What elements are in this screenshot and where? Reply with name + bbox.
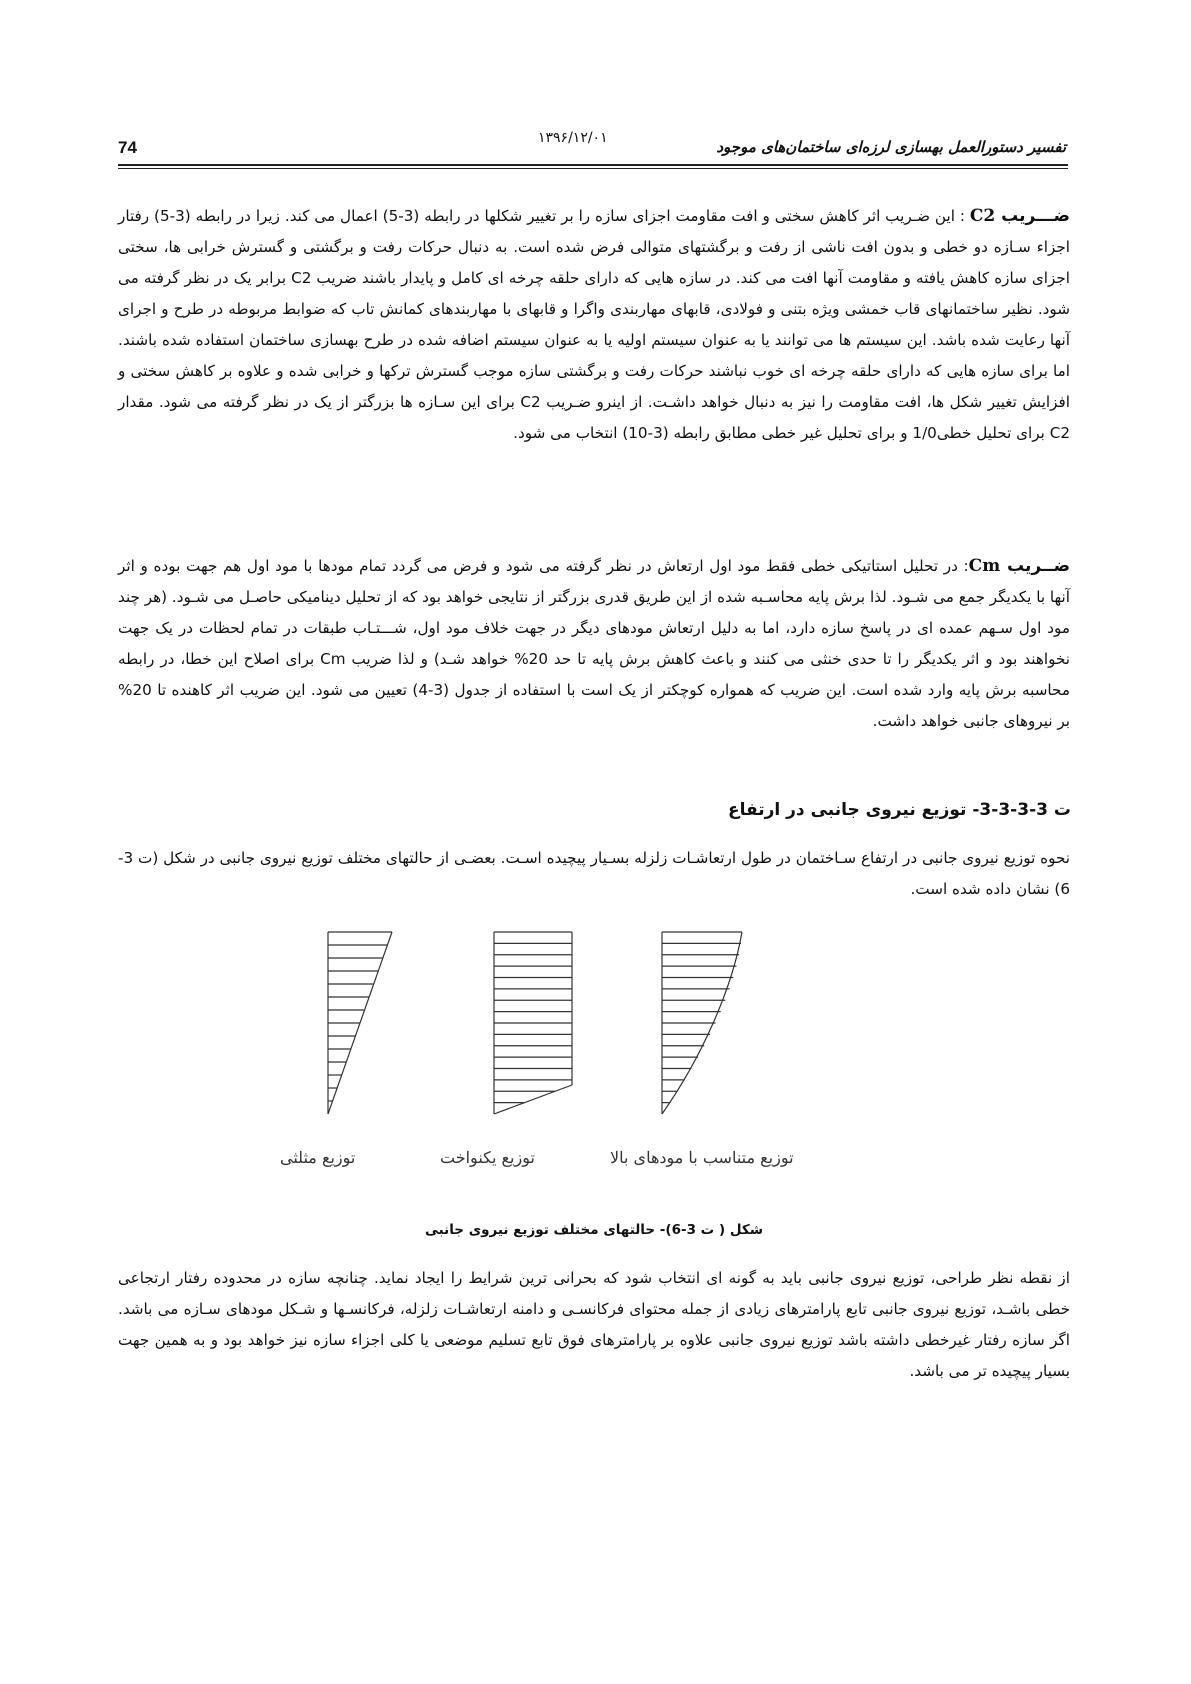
paragraph-c2 [118,201,1070,449]
paragraph-intro: نحوه توزیع نیروی جانبی در ارتفاع سـاختمان در طول ارتعاشـات زلزله بسـیار پیچیده اسـت. بعضـی از حالتهای مختلف توزیع نیروی جانبی در شکل (ت 3-6) نشان داده شده است. [118,849,1070,898]
paragraph-cm-text: : در تحلیل استاتیکی خطی فقط مود اول ارتعاش در نظر گرفته می شود و فرض می گردد تمام مودها با مود اول هم جهت بوده و اثر آنها با یکدیگر جمع می شـود. لذا برش پایه محاسـبه شده از این طریق قدری بزرگتر از نتایجی خواهد بود که از تحلیل دینامیکی حاصـل می شـود. (هر چند مود اول سـهم عمده ای در پاسخ سازه دارد، اما به دلیل ارتعاش مودهای دیگر در جهت خلاف مود اول، شـــتـاب طبقات در تمام لحظات در یک جهت نخواهند بود و اثر یکدیگر را تا حدی خنثی می کنند و باعث کاهش برش پایه تا حد 20% خواهد شـد) و لذا ضریب Cm برای اصلاح این خطا، در رابطه محاسبه برش پایه وارد شده است. این ضریب که همواره کوچکتر از یک است با استفاده از جدول (3-4) تعیین می شود. این ضریب اثر کاهنده تا 20% بر نیروهای جانبی خواهد داشت. [118,557,1070,730]
header-date: ۱۳۹۶/۱۲/۰۱ [538,130,608,146]
term-word: ضــریب [1007,556,1071,576]
page-header [118,126,1068,166]
paragraph-cm [118,551,1070,737]
term-symbol: C2 [969,206,996,226]
triangular-distribution-diagram [328,932,392,1114]
term-cm [969,556,1070,576]
header-title: تفسیر دستورالعمل بهسازی لرزه‌ای ساختمان‌های موجود [716,138,1066,156]
section-heading: ت 3-3-3-3- توزیع نیروی جانبی در ارتفاع [728,800,1071,820]
figure-label-uniform: توزیع یکنواخت [440,1148,535,1167]
figure-caption: شکل ( ت 3-6)- حالتهای مختلف توزیع نیروی جانبی [424,1222,763,1238]
term-word: ضـــریب [1001,206,1070,226]
uniform-distribution-diagram [494,932,572,1114]
paragraph-c2-text: : این ضـریب اثر کاهش سختی و افت مقاومت اجزای سازه را بر تغییر شکلها در رابطه (3-5) اعمال می کند. زیرا در رابطه (3-5) رفتار اجزاء سـازه دو خطی و بدون افت ناشی از رفت و برگشتهای متوالی فرض شده است. به دنبال حرکات رفت و برگشتی و گسترش خرابی ها، سختی اجزای سازه کاهش یافته و مقاومت آنها افت می کند. در سازه هایی که دارای حلقه چرخه ای کامل و پایدار باشند ضریب C2 برابر یک در نظر گرفته می شود. نظیر ساختمانهای قاب خمشی ویژه بتنی و فولادی، قابهای مهاربندی واگرا و قابهای با مهاربندهای کمانش تاب که ضوابط مربوطه در طرح و اجرای آنها رعایت شده باشد. این سیستم ها می توانند یا به عنوان سیستم اولیه یا به عنوان سیستم اضافه شده در طرح بهسازی ساختمان استفاده شده باشند. اما برای سازه هایی که دارای حلقه چرخه ای خوب نباشند حرکات رفت و برگشتی سازه موجب گسترش ترکها و خرابی شده و علاوه بر کاهش سختی و افزایش تغییر شکل ها، افت مقاومت را نیز به دنبال خواهد داشـت. از اینرو ضـریب C2 برای این سـازه ها بزرگتر از یک در نظر گرفته می شود. مقدار C2 برای تحلیل خطی1/0 و برای تحلیل غیر خطی مطابق رابطه (3-10) انتخاب می شود. [118,207,1070,442]
figure-label-triangular: توزیع مثلثی [280,1148,356,1167]
header-rule [118,164,1068,166]
paragraph-design: از نقطه نظر طراحی، توزیع نیروی جانبی باید به گونه ای انتخاب شود که بحرانی ترین شرایط را ایجاد نماید. چنانچه سازه در محدوده رفتار ارتجاعی خطی باشـد، توزیع نیروی جانبی تابع پارامترهای زیادی از جمله محتوای فرکانسـی و دامنه ارتعاشـات زلزله، فرکانسـها و شـکل مودهای سـازه می باشد. اگر سازه رفتار غیرخطی داشته باشد توزیع نیروی جانبی علاوه بر پارامترهای فوق تابع تسلیم موضعی یا کلی اجزاء سازه نیز خواهد بود و به همین جهت بسیار پیچیده تر می باشد. [118,1269,1070,1380]
higher-modes-distribution-diagram [662,932,742,1114]
term-c2 [970,206,1070,226]
header-rule-thin [118,168,1068,169]
term-symbol: Cm [968,556,1001,576]
page-number: 74 [118,138,137,157]
lateral-load-distribution-figure [280,920,840,1120]
figure-label-higher-modes: توزیع متناسب با مودهای بالا [610,1148,794,1167]
